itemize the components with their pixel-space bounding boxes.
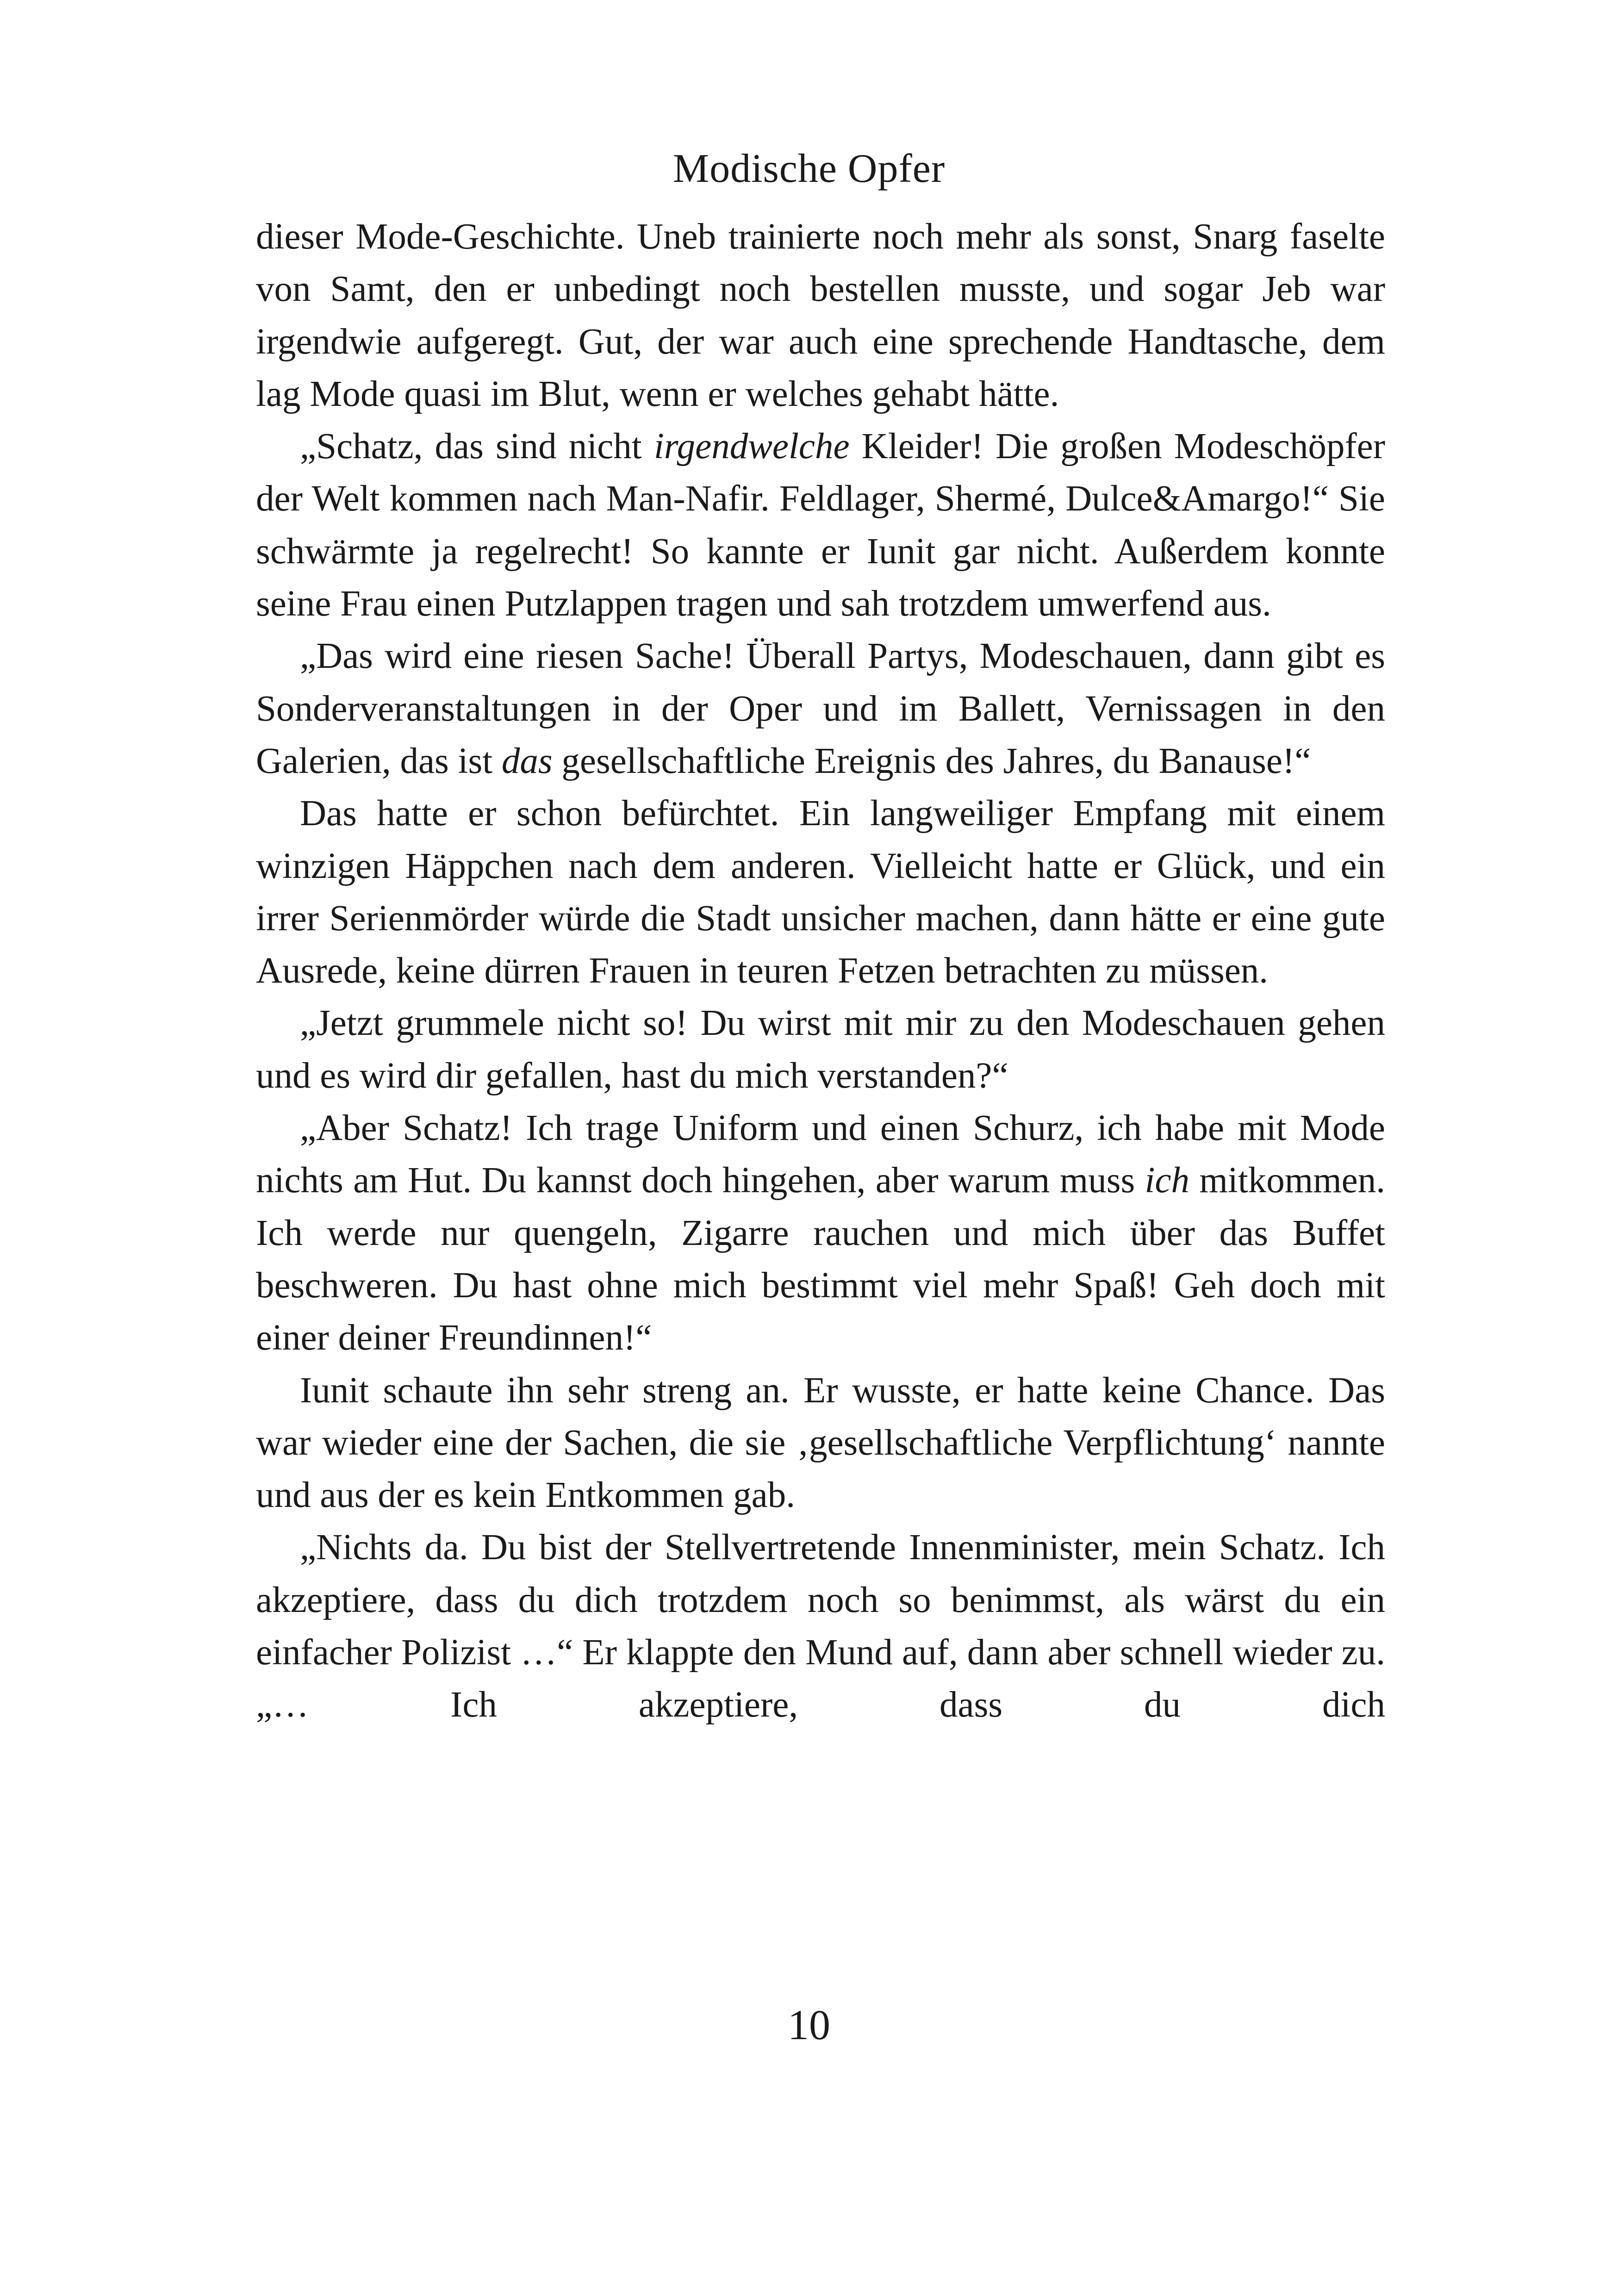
paragraph [256,1521,1385,1731]
text-run: „Schatz, das sind nicht [300,426,654,467]
page-number: 10 [788,2001,830,2048]
text-run: mitkommen. Ich werde nur quengeln, Zigarre rauchen und mich über das Buffet beschweren. Du hast ohne mich bestimmt viel mehr Spaß! Geh doch mit einer deiner Freundinnen!“ [256,1160,1385,1358]
text-run: „Das wird eine riesen Sache! Überall Partys, Modeschauen, dann gibt es Sonderveranstaltungen in der Oper und im Ballett, Vernissagen in den Galerien, das ist [256,636,1385,781]
text-run: gesellschaftliche Ereignis des Jahres, du Banause!“ [552,740,1311,781]
emphasis-text: das [501,740,553,781]
paragraph [256,420,1385,630]
paragraph [256,997,1385,1102]
paragraph [256,1364,1385,1522]
paragraph [256,211,1385,420]
text-run: „Aber Schatz! Ich trage Uniform und einen Schurz, ich habe mit Mode nichts am Hut. Du kannst doch hingehen, aber warum muss [256,1108,1385,1201]
running-header: Modische Opfer [672,146,946,191]
text-run: Das hatte er schon befürchtet. Ein langweiliger Empfang mit einem winzigen Häppchen nach dem anderen. Vielleicht hatte er Glück, und ein irrer Serienmörder würde die Stadt unsicher machen, dann hätte er eine gute Ausrede, keine dürren Frauen in teuren Fetzen betrachten zu müssen. [256,793,1385,991]
paragraph [256,787,1385,997]
text-run: dieser Mode-Geschichte. Uneb trainierte noch mehr als sonst, Snarg faselte von Samt, den er unbedingt noch bestellen musste, und sogar Jeb war irgendwie aufgeregt. Gut, der war auch eine sprechende Handtasche, dem lag Mode quasi im Blut, wenn er welches gehabt hätte. [256,217,1385,414]
paragraph [256,630,1385,787]
text-run: „Nichts da. Du bist der Stellvertretende Innenminister, mein Schatz. Ich akzeptiere, dass du dich trotzdem noch so benimmst, als wärst du ein einfacher Polizist …“ Er klappte den Mund auf, dann aber schnell wieder zu. „… Ich akzeptiere, dass du dich [256,1527,1385,1725]
text-run: Kleider! Die großen Modeschöpfer der Welt kommen nach Man-Nafir. Feldlager, Shermé, Dulce&Amargo!“ Sie schwärmte ja regelrecht! So kannte er Iunit gar nicht. Außerdem konnte seine Frau einen Putzlappen tragen und sah trotzdem umwerfend aus. [256,426,1386,624]
body-text [256,211,1385,1731]
text-run: „Jetzt grummele nicht so! Du wirst mit mir zu den Modeschauen gehen und es wird dir gefallen, hast du mich verstanden?“ [256,1003,1385,1096]
paragraph [256,1102,1385,1364]
text-run: Iunit schaute ihn sehr streng an. Er wusste, er hatte keine Chance. Das war wieder eine der Sachen, die sie ‚gesellschaftliche Verpflichtung‘ nannte und aus der es kein Entkommen gab. [256,1370,1385,1516]
emphasis-text: irgendwelche [653,426,850,467]
emphasis-text: ich [1145,1160,1190,1201]
